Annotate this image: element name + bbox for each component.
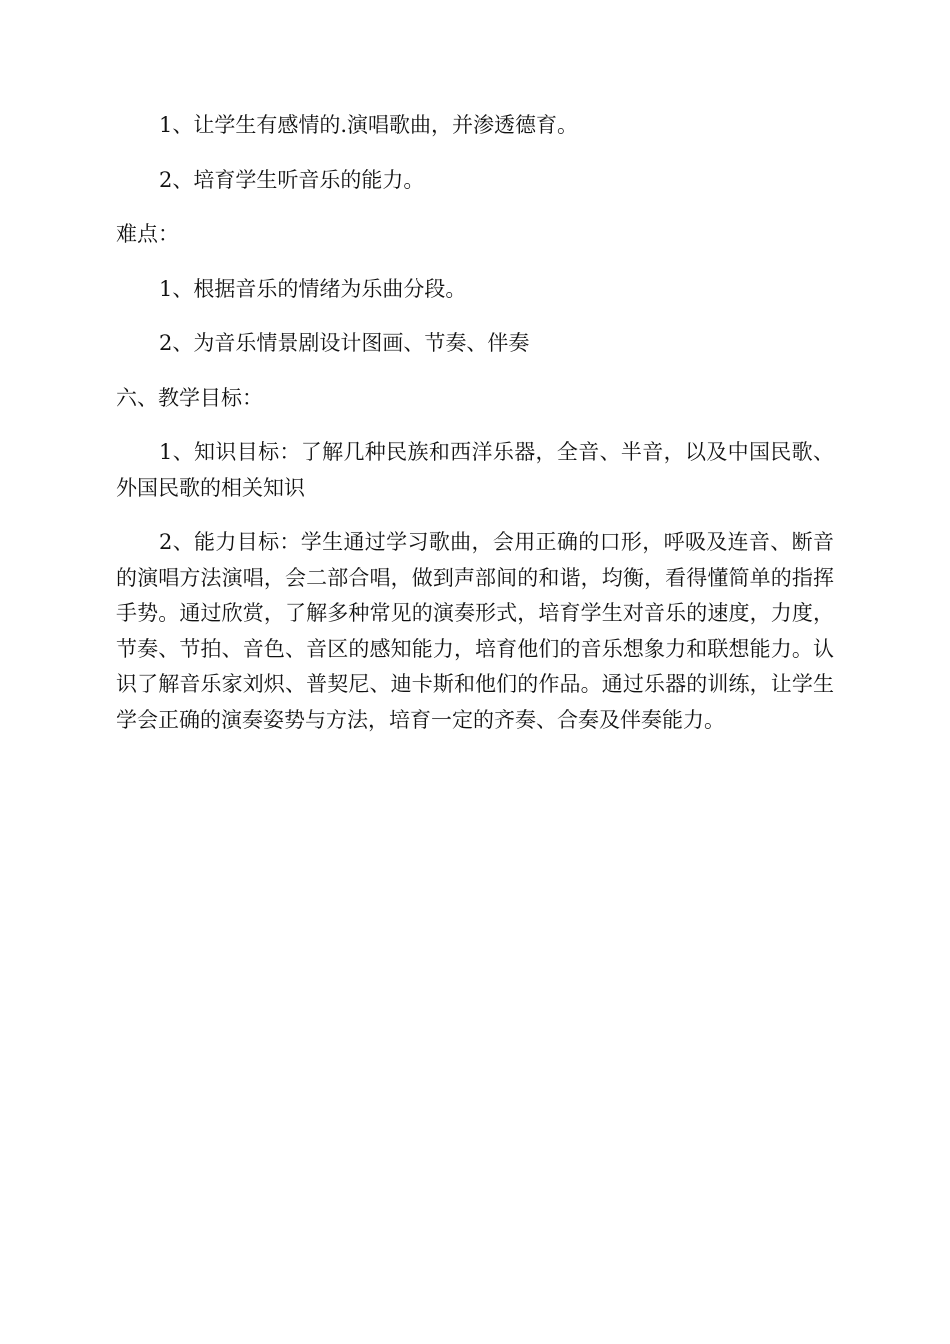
- difficulty-item-2: 2、为音乐情景剧设计图画、节奏、伴奏: [159, 331, 530, 355]
- goal-knowledge: 1、知识目标：了解几种民族和西洋乐器，全音、半音，以及中国民歌、外国民歌的相关知识: [116, 440, 834, 500]
- difficulty-heading: 难点：: [116, 222, 179, 246]
- section-heading-teaching-goals: 六、教学目标：: [116, 385, 263, 410]
- objective-item-1: 1、让学生有感情的.演唱歌曲，并渗透德育。: [159, 113, 579, 137]
- goal-ability: 2、能力目标：学生通过学习歌曲，会用正确的口形，呼吸及连音、断音的演唱方法演唱，会二部合唱，做到声部间的和谐，均衡，看得懂简单的指挥手势。通过欣赏，了解多种常见的演奏形式，培育学生对音乐的速度，力度，节奏、节拍、音色、音区的感知能力，培育他们的音乐想象力和联想能力。认识了解音乐家刘炽、普契尼、迪卡斯和他们的作品。通过乐器的训练，让学生学会正确的演奏姿势与方法，培育一定的齐奏、合奏及伴奏能力。: [116, 530, 834, 732]
- difficulty-item-1: 1、根据音乐的情绪为乐曲分段。: [159, 276, 467, 301]
- objective-item-2: 2、培育学生听音乐的能力。: [159, 167, 425, 192]
- document-body: [116, 108, 834, 738]
